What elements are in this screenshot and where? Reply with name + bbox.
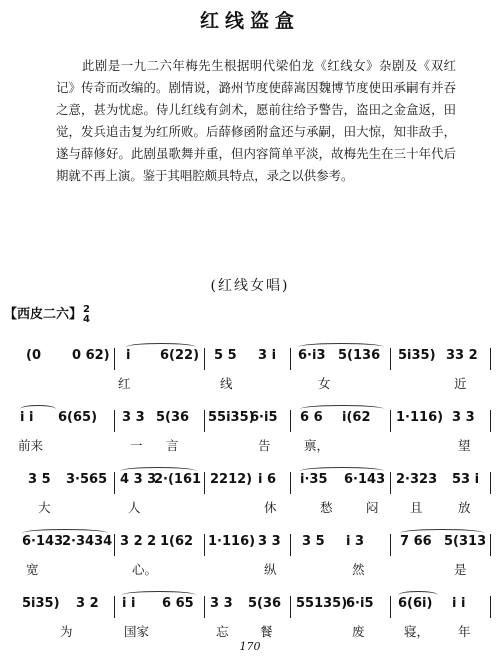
- note-group: 3 2: [76, 596, 99, 611]
- bar-line: [490, 348, 491, 370]
- note-group: 5(313: [444, 534, 487, 549]
- bar-line: [290, 534, 291, 556]
- note-group: i i: [20, 410, 34, 425]
- bar-line: [114, 410, 115, 432]
- slur-mark: [300, 405, 384, 413]
- lyric: 宽: [26, 562, 39, 577]
- mode-label: 【西皮二六】: [4, 307, 83, 322]
- bar-line: [204, 348, 205, 370]
- note-group: 6·i5: [250, 410, 278, 425]
- bar-line: [490, 534, 491, 556]
- note-group: 33 2: [446, 348, 478, 363]
- lyric: 望: [458, 438, 471, 453]
- note-group: 6·i5: [346, 596, 374, 611]
- bar-line: [114, 348, 115, 370]
- slur-mark: [126, 343, 196, 351]
- note-group: 3 3: [122, 410, 145, 425]
- bar-line: [490, 596, 491, 618]
- bar-line: [490, 410, 491, 432]
- lyric: 是: [454, 562, 467, 577]
- bar-line: [390, 534, 391, 556]
- note-group: 1(62: [160, 534, 194, 549]
- bar-line: [290, 410, 291, 432]
- note-group: i i: [122, 596, 136, 611]
- note-group: 0 62): [72, 348, 110, 363]
- note-group: (0: [26, 348, 41, 363]
- bar-line: [390, 472, 391, 494]
- note-group: 3 3: [210, 596, 233, 611]
- slur-mark: [300, 467, 384, 475]
- lyric: 禀，: [304, 438, 330, 453]
- bar-line: [204, 410, 205, 432]
- lyric: 女: [318, 376, 331, 391]
- note-group: 4 3 3: [120, 472, 157, 487]
- score-row-5: [0, 588, 500, 646]
- bar-line: [390, 596, 391, 618]
- note-group: i(62: [342, 410, 371, 425]
- bar-line: [114, 472, 115, 494]
- lyric: 国家: [124, 624, 150, 639]
- meter-marking: [4, 303, 90, 325]
- lyric: 愁: [320, 500, 333, 515]
- slur-mark: [20, 405, 56, 413]
- intro-paragraph: 此剧是一九二六年梅先生根据明代梁伯龙《红线女》杂剧及《双红记》传奇而改编的。剧情说，潞州节度使薛嵩因魏博节度使田承嗣有并吞之意，甚为忧虑。侍儿红线有剑术，愿前往给予警告，盗田之金盒返，田觉，发兵追击复为红所败。后薛修函附盒还与承嗣，田大惊，知非敌手，遂与薛修好。此剧虽歌舞并重，但内容简单平淡，故梅先生在三十年代后期就不再上演。鉴于其唱腔颇具特点，录之以供参考。: [56, 58, 456, 183]
- lyric: 线: [220, 376, 233, 391]
- note-group: i i: [452, 596, 466, 611]
- note-group: 55135): [296, 596, 348, 611]
- note-group: 1·116): [396, 410, 444, 425]
- note-group: 53 i: [452, 472, 480, 487]
- note-group: 6(6i): [398, 596, 433, 611]
- note-group: 6(22): [160, 348, 200, 363]
- note-group: 6·143: [22, 534, 64, 549]
- note-group: 5(136: [338, 348, 381, 363]
- slur-mark: [120, 467, 196, 475]
- note-group: 5(36: [156, 410, 190, 425]
- score-row-4: [0, 526, 500, 584]
- note-group: 6 6: [300, 410, 323, 425]
- slur-mark: [398, 591, 438, 599]
- slur-mark: [298, 343, 384, 351]
- lyric: 忘: [216, 624, 229, 639]
- note-group: 3·565: [66, 472, 108, 487]
- time-signature-top: 2: [83, 303, 90, 315]
- note-group: 3 3: [452, 410, 475, 425]
- note-group: 3 5: [302, 534, 325, 549]
- note-group: i 3: [346, 534, 365, 549]
- score-row-1: [0, 340, 500, 398]
- bar-line: [114, 534, 115, 556]
- lyric: 前来: [18, 438, 44, 453]
- lyric: 废: [352, 624, 365, 639]
- bar-line: [290, 348, 291, 370]
- note-group: 5 5: [214, 348, 237, 363]
- lyric: 为: [60, 624, 73, 639]
- bar-line: [204, 534, 205, 556]
- note-group: 3 3: [258, 534, 281, 549]
- slur-mark: [122, 591, 196, 599]
- lyric: 年: [458, 624, 471, 639]
- note-group: i 6: [258, 472, 277, 487]
- bar-line: [290, 596, 291, 618]
- lyric: 人: [128, 500, 141, 515]
- note-group: 3 2 2: [120, 534, 157, 549]
- bar-line: [490, 472, 491, 494]
- note-group: 2·3434: [62, 534, 113, 549]
- lyric: 一: [130, 438, 143, 453]
- bar-line: [114, 596, 115, 618]
- note-group: 2·323: [396, 472, 438, 487]
- note-group: 55i35): [208, 410, 255, 425]
- note-group: 5i35): [398, 348, 436, 363]
- singer-label: (红线女唱): [210, 278, 290, 294]
- note-group: i: [126, 348, 131, 363]
- note-group: 3 i: [258, 348, 277, 363]
- bar-line: [290, 472, 291, 494]
- lyric: 放: [458, 500, 471, 515]
- lyric: 闷: [366, 500, 379, 515]
- score-row-2: [0, 402, 500, 460]
- lyric: 然: [352, 562, 365, 577]
- bar-line: [204, 596, 205, 618]
- bar-line: [204, 472, 205, 494]
- slur-mark: [22, 529, 108, 537]
- bar-line: [390, 348, 391, 370]
- slur-mark: [400, 529, 484, 537]
- lyric: 心。: [132, 562, 158, 577]
- lyric: 言: [166, 438, 179, 453]
- lyric: 休: [264, 500, 277, 515]
- lyric: 大: [38, 500, 51, 515]
- note-group: 6·143: [344, 472, 386, 487]
- note-group: 5i35): [22, 596, 60, 611]
- lyric: 寝，: [404, 624, 430, 639]
- page-title: 红线盗盒: [199, 10, 300, 32]
- note-group: 6 65: [162, 596, 194, 611]
- note-group: 1·116): [208, 534, 256, 549]
- note-group: i·35: [300, 472, 328, 487]
- lyric: 餐: [260, 624, 273, 639]
- bar-line: [390, 410, 391, 432]
- time-signature-bottom: 4: [83, 313, 90, 325]
- note-group: 2212): [210, 472, 253, 487]
- page-number: 170: [239, 640, 261, 653]
- lyric: 红: [118, 376, 131, 391]
- lyric: 近: [454, 376, 467, 391]
- note-group: 3 5: [28, 472, 51, 487]
- lyric: 告: [258, 438, 271, 453]
- score-row-3: [0, 464, 500, 522]
- note-group: 7 66: [400, 534, 432, 549]
- time-signature: [83, 305, 90, 325]
- lyric: 且: [410, 500, 423, 515]
- note-group: 6(65): [58, 410, 98, 425]
- note-group: 6·i3: [298, 348, 326, 363]
- lyric: 纵: [264, 562, 277, 577]
- note-group: 2·(161: [154, 472, 202, 487]
- note-group: 5(36: [248, 596, 282, 611]
